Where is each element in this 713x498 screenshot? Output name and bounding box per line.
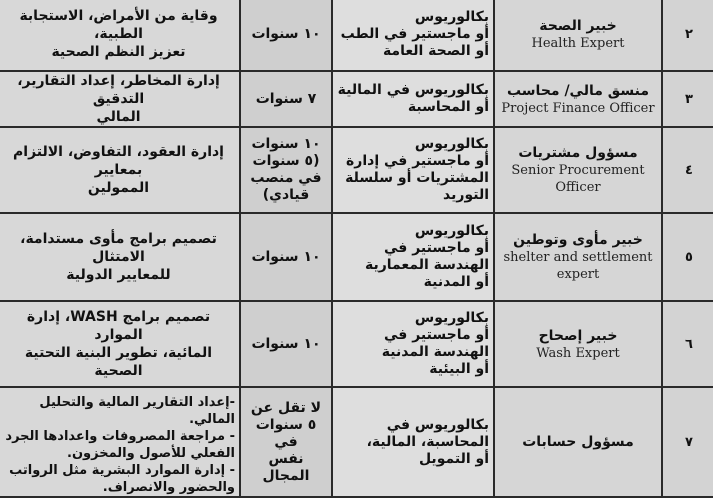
qualification-line: بكالوريوس في المالية xyxy=(337,82,489,98)
job-title-cell xyxy=(494,0,662,71)
qualification-line: أو ماجستير في الطب xyxy=(340,25,489,42)
row-number: ٣ xyxy=(685,91,693,107)
job-title-english: expert xyxy=(556,267,600,282)
qualification-line: بكالوريوس xyxy=(414,8,489,25)
job-title-arabic: خبير الصحة xyxy=(539,17,617,34)
job-title-english: shelter and settlement xyxy=(503,250,653,265)
qualification-cell xyxy=(332,301,494,387)
experience-cell xyxy=(240,301,332,387)
responsibility-line: للمعايير الدولية xyxy=(66,267,171,283)
responsibility-line: المائية، تطوير البنية التحتية الصحية xyxy=(24,345,213,379)
responsibilities-cell xyxy=(0,301,240,387)
experience-cell xyxy=(240,387,332,497)
experience-cell xyxy=(240,127,332,213)
qualification-cell xyxy=(332,127,494,213)
row-number: ٥ xyxy=(685,249,693,265)
job-title-cell xyxy=(494,387,662,497)
qualification-line: بكالوريوس xyxy=(414,136,489,152)
responsibilities-cell xyxy=(0,387,240,497)
table-row xyxy=(0,213,713,301)
responsibilities-cell xyxy=(0,213,240,301)
experience-line: ١٠ سنوات xyxy=(251,25,321,42)
responsibility-line: تعزيز النظم الصحية xyxy=(51,44,186,60)
row-number-cell xyxy=(662,127,713,213)
qualification-line: بكالوريوس في xyxy=(386,416,489,433)
responsibilities-cell xyxy=(0,71,240,127)
responsibility-line: - إدارة الموارد البشرية مثل الرواتب xyxy=(9,463,235,478)
qualification-line: أو الصحة العامة xyxy=(382,42,489,59)
experience-line: ٥ سنوات في xyxy=(255,416,317,450)
row-number: ٦ xyxy=(685,336,693,352)
responsibility-line: والحضور والانصراف. xyxy=(102,480,235,495)
experience-line: ١٠ سنوات xyxy=(251,136,321,152)
experience-cell xyxy=(240,213,332,301)
qualification-line: أو البيئية xyxy=(429,361,489,377)
experience-line: قيادي) xyxy=(262,187,310,203)
job-title-english: Health Expert xyxy=(531,35,625,51)
table-row xyxy=(0,71,713,127)
job-title-cell xyxy=(494,127,662,213)
table-row xyxy=(0,301,713,387)
table-row xyxy=(0,387,713,497)
experience-line: لا تقل عن xyxy=(250,399,322,416)
job-title-arabic: مسؤول حسابات xyxy=(522,434,634,450)
experience-line: ١٠ سنوات xyxy=(251,248,321,265)
qualification-line: التوريد xyxy=(443,187,489,203)
qualification-line: بكالوريوس xyxy=(414,223,489,239)
qualification-line: الهندسة المدنية xyxy=(381,344,489,360)
row-number: ٧ xyxy=(685,434,693,450)
qualification-line: بكالوريوس xyxy=(414,310,489,326)
responsibility-line: الممولين xyxy=(87,180,150,196)
responsibility-line: تصميم برامج WASH، إدارة الموارد xyxy=(26,309,211,343)
table-row xyxy=(0,127,713,213)
qualification-line: أو التمويل xyxy=(418,450,489,467)
responsibilities-cell xyxy=(0,127,240,213)
job-title-cell xyxy=(494,301,662,387)
row-number-cell xyxy=(662,0,713,71)
job-title-cell xyxy=(494,71,662,127)
responsibility-line: تصميم برامج مأوى مستدامة، الامتثال xyxy=(20,231,217,265)
qualification-line: المشتريات أو سلسلة xyxy=(345,170,489,186)
qualification-line: أو ماجستير في إدارة xyxy=(346,153,489,169)
row-number-cell xyxy=(662,387,713,497)
experience-cell xyxy=(240,71,332,127)
job-title-arabic: خبير إصحاح xyxy=(538,327,618,344)
responsibility-line: وقاية من الأمراض، الاستجابة الطبية، xyxy=(19,8,218,42)
job-title-cell xyxy=(494,213,662,301)
job-title-arabic: خبير مأوى وتوطين xyxy=(513,232,643,248)
qualification-cell xyxy=(332,213,494,301)
responsibility-line: -إعداد التقارير المالية والتحليل المالي. xyxy=(39,395,235,427)
qualification-line: أو المحاسبة xyxy=(407,99,489,115)
job-title-arabic: مسؤول مشتريات xyxy=(518,145,638,161)
row-number: ٤ xyxy=(685,162,693,178)
row-number-cell xyxy=(662,301,713,387)
job-title-english: Senior Procurement xyxy=(511,163,645,178)
qualification-line: أو المدنية xyxy=(423,274,489,290)
responsibility-line: الفعلي للأصول والمخزون. xyxy=(67,446,235,461)
responsibility-line: المالي xyxy=(96,109,141,125)
experience-cell xyxy=(240,0,332,71)
qualification-cell xyxy=(332,71,494,127)
table-row xyxy=(0,0,713,71)
row-number-cell xyxy=(662,213,713,301)
job-title-english: Officer xyxy=(555,180,601,195)
responsibility-line: إدارة العقود، التفاوض، الالتزام بمعايير xyxy=(13,144,224,178)
row-number: ٢ xyxy=(685,26,693,42)
qualification-line: الهندسة المعمارية xyxy=(364,257,489,273)
experience-line: ١٠ سنوات xyxy=(251,335,321,352)
job-title-arabic: منسق مالي/ محاسب xyxy=(506,82,650,99)
qualification-line: أو ماجستير في xyxy=(384,240,489,256)
experience-line: نفس المجال xyxy=(262,450,310,484)
responsibility-line: إدارة المخاطر، إعداد التقارير، التدقيق xyxy=(17,73,220,107)
responsibility-line: - مراجعة المصروفات واعدادها الجرد xyxy=(5,429,235,444)
qualification-line: أو ماجستير في xyxy=(384,327,489,343)
job-title-english: Project Finance Officer xyxy=(501,100,655,116)
job-title-english: Wash Expert xyxy=(536,345,620,361)
experience-line: (٥ سنوات xyxy=(252,153,320,169)
qualification-line: المحاسبة، المالية، xyxy=(366,433,489,450)
row-number-cell xyxy=(662,71,713,127)
experience-line: ٧ سنوات xyxy=(255,90,317,107)
responsibilities-cell xyxy=(0,0,240,71)
experience-line: في منصب xyxy=(250,170,322,186)
qualification-cell xyxy=(332,0,494,71)
qualification-cell xyxy=(332,387,494,497)
